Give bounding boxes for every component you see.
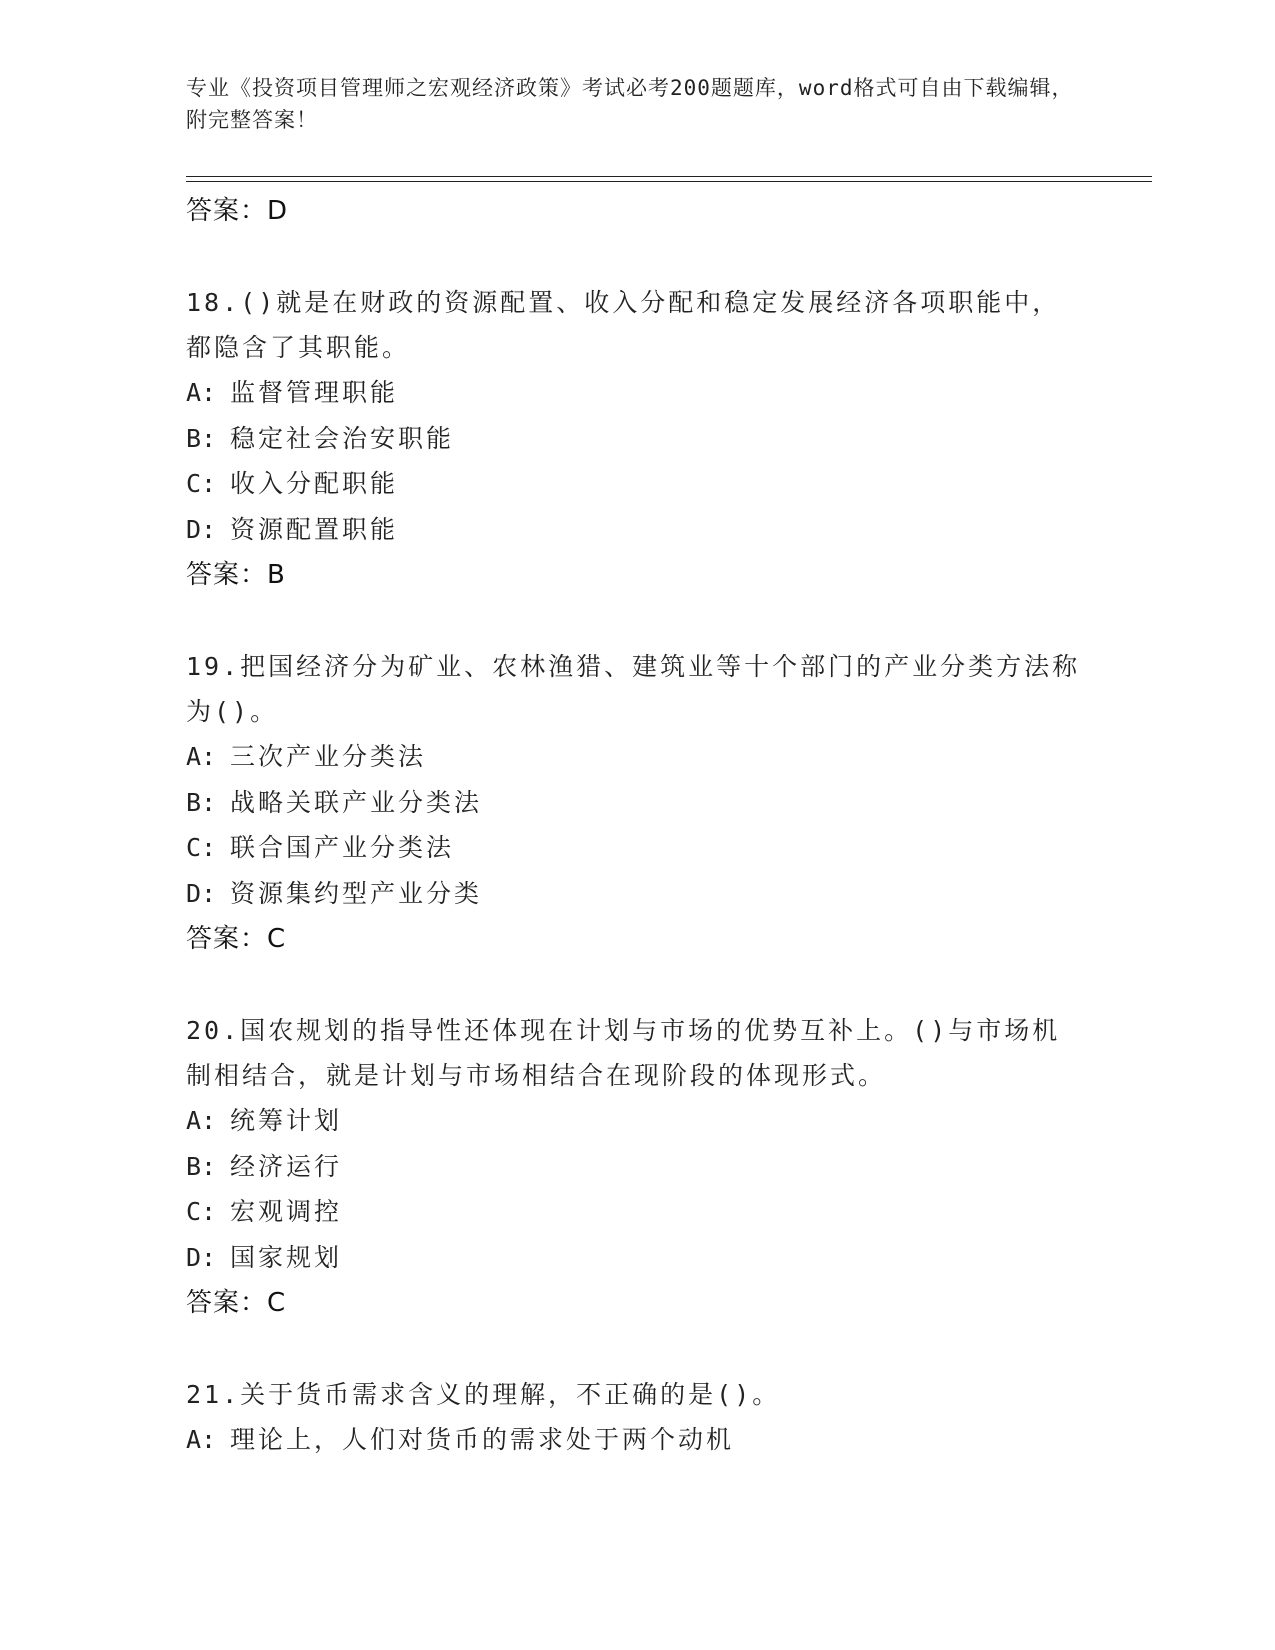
- option-key: B:: [186, 787, 217, 817]
- question-answer: 答案：C: [186, 924, 287, 954]
- question-list: [186, 188, 1152, 1463]
- question-20: [186, 1008, 1152, 1326]
- option-a: [186, 1417, 1152, 1463]
- question-21: [186, 1372, 1152, 1463]
- option-key: A:: [186, 378, 217, 407]
- option-b: [186, 1144, 1152, 1190]
- option-text: 监督管理职能: [230, 378, 399, 407]
- option-key: B:: [186, 423, 217, 453]
- header-rule-bottom: [186, 181, 1152, 182]
- option-text: 宏观调控: [230, 1197, 343, 1226]
- question-stem: 18.()就是在财政的资源配置、收入分配和稳定发展经济各项职能中，都隐含了其职能。: [186, 288, 1061, 362]
- option-key: C:: [186, 833, 217, 862]
- option-text: 收入分配职能: [230, 469, 399, 498]
- option-key: A:: [186, 1425, 217, 1454]
- option-key: B:: [186, 1151, 217, 1181]
- question-stem: 20.国农规划的指导性还体现在计划与市场的优势互补上。()与市场机制相结合，就是计划与市场相结合在现阶段的体现形式。: [186, 1016, 1061, 1090]
- document-header: 专业《投资项目管理师之宏观经济政策》考试必考200题题库，word格式可自由下载编辑，附完整答案！: [186, 76, 1074, 132]
- header-rule-top: [186, 176, 1152, 177]
- question-18: [186, 280, 1152, 598]
- question-answer: 答案：B: [186, 560, 286, 590]
- option-text: 稳定社会治安职能: [230, 423, 455, 453]
- option-b: [186, 416, 1152, 462]
- option-text: 资源集约型产业分类: [230, 878, 483, 908]
- option-text: 国家规划: [230, 1242, 343, 1272]
- option-d: [186, 871, 1152, 917]
- option-b: [186, 780, 1152, 826]
- question-19: [186, 644, 1152, 962]
- previous-answer: 答案：D: [186, 196, 289, 226]
- option-a: [186, 370, 1152, 416]
- option-c: [186, 1189, 1152, 1235]
- question-answer: 答案：C: [186, 1288, 287, 1318]
- option-a: [186, 734, 1152, 780]
- option-key: C:: [186, 1197, 217, 1226]
- option-text: 联合国产业分类法: [230, 833, 455, 862]
- option-text: 理论上，人们对货币的需求处于两个动机: [230, 1425, 735, 1454]
- option-text: 战略关联产业分类法: [230, 787, 483, 817]
- question-stem: 21.关于货币需求含义的理解，不正确的是()。: [186, 1380, 781, 1409]
- option-d: [186, 1235, 1152, 1281]
- option-text: 经济运行: [230, 1151, 343, 1181]
- option-key: D:: [186, 878, 217, 908]
- option-key: D:: [186, 1242, 217, 1272]
- option-c: [186, 461, 1152, 507]
- option-text: 统筹计划: [230, 1106, 343, 1135]
- option-d: [186, 507, 1152, 553]
- option-text: 资源配置职能: [230, 514, 399, 544]
- question-stem: 19.把国经济分为矿业、农林渔猎、建筑业等十个部门的产业分类方法称为()。: [186, 652, 1081, 726]
- option-key: D:: [186, 514, 217, 544]
- option-key: C:: [186, 469, 217, 498]
- option-key: A:: [186, 1106, 217, 1135]
- option-c: [186, 825, 1152, 871]
- option-text: 三次产业分类法: [230, 742, 427, 771]
- option-a: [186, 1098, 1152, 1144]
- option-key: A:: [186, 742, 217, 771]
